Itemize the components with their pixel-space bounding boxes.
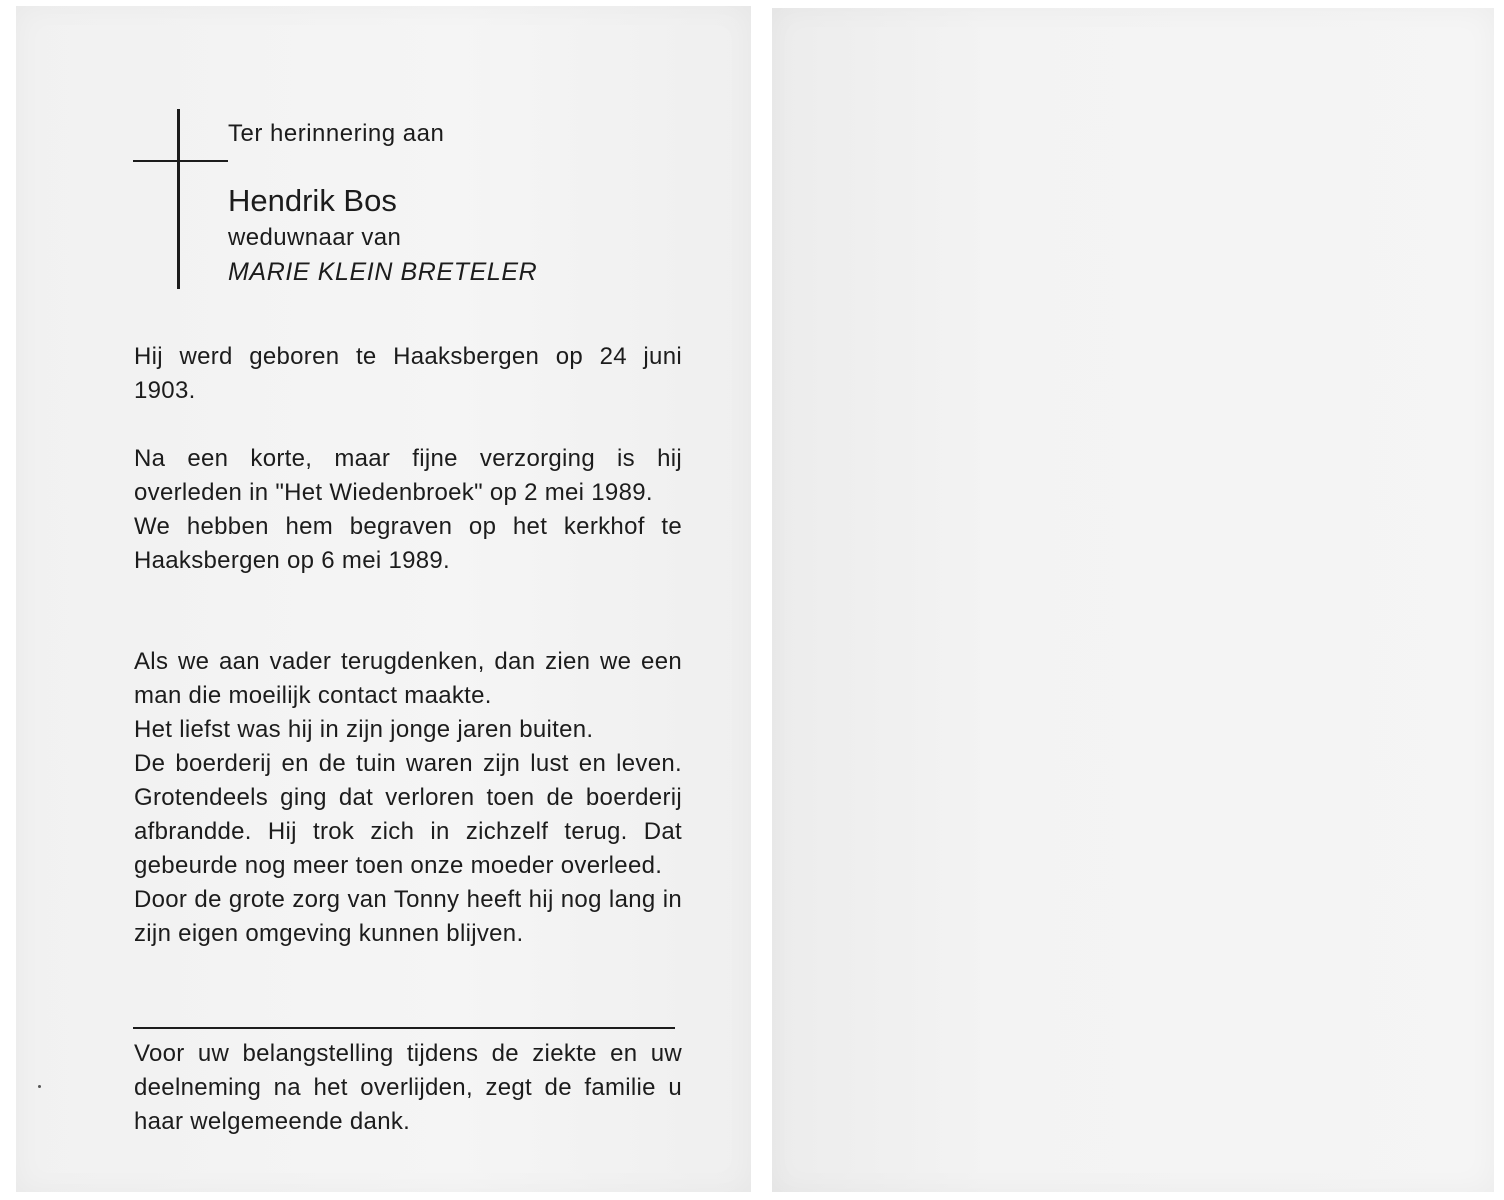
memory-text-1: Als we aan vader terugdenken, dan zien we een man die moeilijk contact maakte. xyxy=(134,648,682,709)
cross-icon-horizontal xyxy=(133,160,228,162)
memory-text-3: De boerderij en de tuin waren zijn lust en leven. Grotendeels ging dat verloren toen de boerderij afbrandde. Hij trok zich in zichzelf terug. Dat gebeurde nog meer toen onze moeder overleed. xyxy=(134,750,682,879)
thanks-paragraph xyxy=(134,1037,682,1139)
death-text-1: Na een korte, maar fijne verzorging is hij overleden in "Het Wiedenbroek" op 2 mei 1989. xyxy=(134,445,682,506)
memorial-card-back-blank xyxy=(772,8,1494,1192)
memory-paragraph xyxy=(134,645,682,951)
death-text-2: We hebben hem begraven op het kerkhof te Haaksbergen op 6 mei 1989. xyxy=(134,513,682,574)
birth-text: Hij werd geboren te Haaksbergen op 24 juni 1903. xyxy=(134,343,682,404)
card-fold-gap xyxy=(751,0,772,1200)
death-paragraph xyxy=(134,442,682,578)
deceased-name: Hendrik Bos xyxy=(228,183,397,218)
memory-text-2: Het liefst was hij in zijn jonge jaren buiten. xyxy=(134,716,594,743)
birth-paragraph xyxy=(134,340,682,408)
cross-icon-vertical xyxy=(177,109,180,289)
intro-text: Ter herinnering aan xyxy=(228,120,445,147)
relation-text: weduwnaar van xyxy=(228,224,402,251)
memory-text-4: Door de grote zorg van Tonny heeft hij nog lang in zijn eigen omgeving kunnen blijven. xyxy=(134,886,682,947)
thanks-text: Voor uw belangstelling tijdens de ziekte en uw deelneming na het overlijden, zegt de familie u haar welgemeende dank. xyxy=(134,1040,682,1135)
paper-speck xyxy=(38,1085,41,1088)
spouse-name: MARIE KLEIN BRETELER xyxy=(228,258,538,286)
divider-line xyxy=(133,1027,675,1029)
